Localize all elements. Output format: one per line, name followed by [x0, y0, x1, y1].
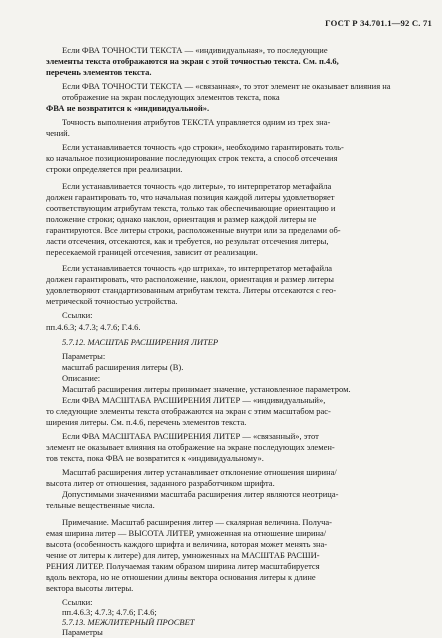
text-line: соответствующим атрибутам текста, только так обеспечивающие ориентацию и: [46, 203, 336, 213]
text-line: Ссылки:: [62, 310, 93, 320]
text-line: элемент не оказывает влияния на отображение на экране последующих элемен-: [46, 442, 335, 452]
text-line: должен гарантировать то, что начальная позиция каждой литеры удовлетворяет: [46, 192, 335, 202]
note-line: высота (особенность каждого шрифта и величина, которая может менять зна-: [46, 539, 328, 549]
text-line: Если ФВА ТОЧНОСТИ ТЕКСТА — «индивидуальная», то последующие: [62, 45, 328, 55]
text-line: метрической точностью устройства.: [46, 296, 178, 306]
text-line: высота литер от отношения, заданного разработчиком шрифта.: [46, 478, 275, 488]
text-line: Если ФВА ТОЧНОСТИ ТЕКСТА — «связанная», то этот элемент не оказывает влияния на отображение на экран последующих элементов текста, пока: [62, 81, 391, 102]
note-line: Примечание. Масштаб расширения литер — скалярная величина. Получа-: [62, 517, 333, 527]
text-line: Если устанавливается точность «до литеры», то интерпретатор метафайла: [62, 181, 332, 191]
text-line: ласти отсечения, отсекаются, как и требуется, но результат отсечения литеры,: [46, 236, 329, 246]
text-line: Допустимыми значениями масштаба расширения литер являются неотрица-: [62, 489, 339, 499]
note-line: вдоль вектора, но не отношении длины вектора основания литеры к длине: [46, 572, 316, 582]
text-line: пп.4.6.3; 4.7.3; 4.7.6; Г.4.6.: [46, 322, 141, 332]
text-line: Параметры:: [62, 351, 106, 361]
text-line: тов текста, пока ФВА не возвратится к «индивидуальному».: [46, 453, 264, 463]
text-line: ФВА не возвратится к «индивидуальной».: [46, 103, 210, 113]
text-line: Если ФВА МАСШТАБА РАСШИРЕНИЯ ЛИТЕР — «связанный», этот: [62, 431, 319, 441]
section-heading: 5.7.12. МАСШТАБ РАСШИРЕНИЯ ЛИТЕР: [62, 337, 219, 347]
note-line: емая ширина литер — ВЫСОТА ЛИТЕР, умноженная на отношение ширина/: [46, 528, 327, 538]
note-line: чение от литеры к литере) для литер, умноженных на МАСШТАБ РАСШИ-: [46, 550, 320, 560]
text-line: удовлетворяют стандартизованным атрибутам текста. Литеры отсекаются с гео-: [46, 285, 337, 295]
text-line: Описание:: [62, 373, 101, 383]
section-heading: 5.7.13. МЕЖЛИТЕРНЫЙ ПРОСВЕТ: [62, 617, 195, 627]
text-line: Если ФВА МАСШТАБА РАСШИРЕНИЯ ЛИТЕР — «индивидуальный»,: [62, 395, 326, 405]
text-line: пп.4.6.3; 4.7.3; 4.7.6; Г.4.6;: [62, 607, 157, 617]
text-line: Масштаб расширения литеры принимает значение, установленное параметром.: [62, 384, 351, 394]
text-line: Параметры: [62, 627, 103, 637]
text-line: Точность выполнения атрибутов ТЕКСТА управляется одним из трех зна-: [62, 117, 331, 127]
text-line: ширения литеры. См. п.4.6, перечень элементов текста.: [46, 417, 247, 427]
text-line: Масштаб расширения литер устанавливает отклонение отношения ширина/: [62, 467, 337, 477]
text-line: Если устанавливается точность «до штриха», то интерпретатор метафайла: [62, 263, 333, 273]
text-line: строки определяется при реализации.: [46, 164, 183, 174]
text-line: тельные вещественные числа.: [46, 500, 155, 510]
text-line: гарантируются. Все литеры строки, расположенные внутри или за пределами об-: [46, 225, 341, 235]
text-line: Ссылки:: [62, 597, 93, 607]
note-line: РЕНИЯ ЛИТЕР. Получаемая таким образом ширина литер масштабируется: [46, 561, 320, 571]
text-line: чений.: [46, 128, 70, 138]
text-line: Если устанавливается точность «до строки», необходимо гарантировать толь-: [62, 142, 344, 152]
text-line: должен гарантировать, что расположение, наклон, ориентация и размер литеры: [46, 274, 335, 284]
page-header: ГОСТ Р 34.701.1—92 С. 71: [325, 18, 432, 28]
text-line: масштаб расширения литеры (В).: [62, 362, 184, 372]
text-line: положение строки; однако наклон, ориентация и размер каждой литеры не: [46, 214, 317, 224]
text-line: ко начальное позиционирование последующих строк текста, а способ отсечения: [46, 153, 338, 163]
note-line: вектора высоты литеры.: [46, 583, 134, 593]
text-line: перечень элементов текста.: [46, 67, 152, 77]
text-line: пересекаемой границей отсечения, зависит от реализации.: [46, 247, 258, 257]
text-line: то следующие элементы текста отображаются на экран с этим масштабом рас-: [46, 406, 331, 416]
text-line: элементы текста отображаются на экран с этой точностью текста. См. п.4.6,: [46, 56, 339, 66]
